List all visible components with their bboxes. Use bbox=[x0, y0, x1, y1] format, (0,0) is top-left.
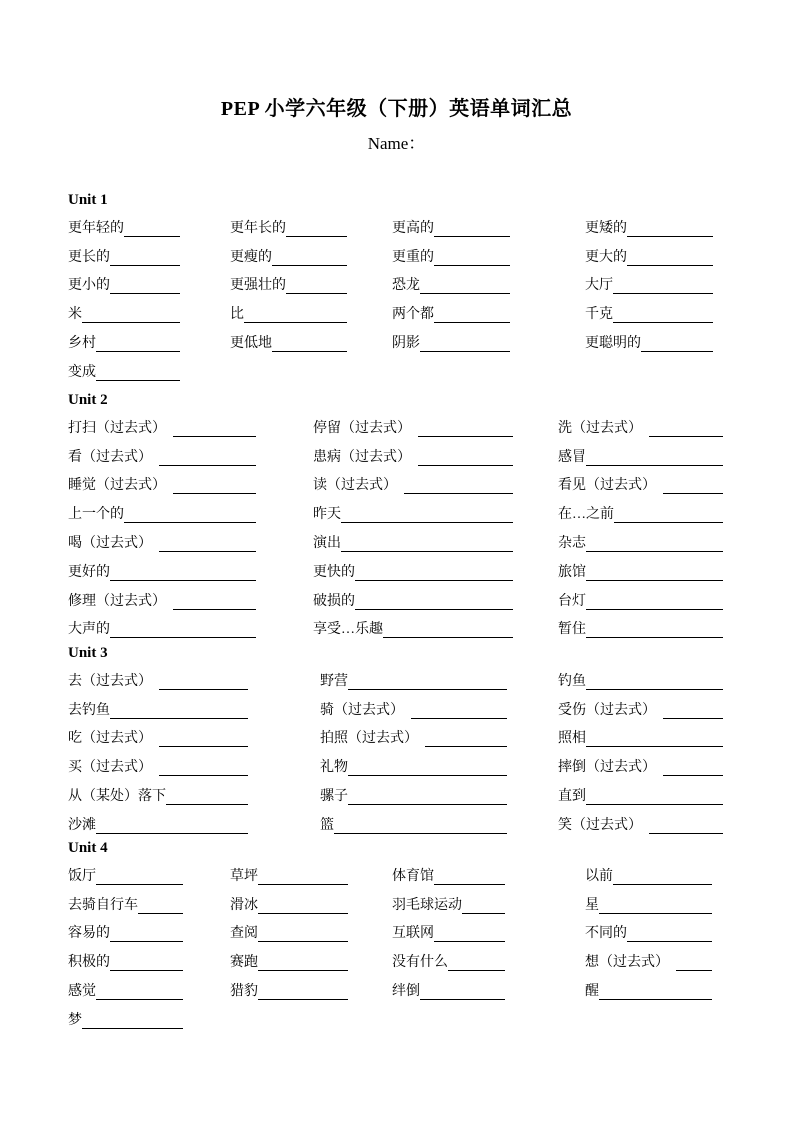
word-label: 喝（过去式） bbox=[68, 535, 152, 551]
word-label: 吃（过去式） bbox=[68, 731, 152, 747]
answer-blank[interactable] bbox=[166, 801, 248, 805]
word-item bbox=[68, 443, 256, 472]
word-item bbox=[392, 300, 510, 329]
answer-blank[interactable] bbox=[418, 462, 513, 466]
word-label: 更重的 bbox=[392, 249, 434, 265]
word-label: 千克 bbox=[585, 307, 613, 323]
word-label: 阴影 bbox=[392, 335, 420, 351]
unit-3-section bbox=[68, 643, 793, 833]
word-label: 患病（过去式） bbox=[313, 449, 411, 465]
word-item bbox=[68, 300, 180, 329]
word-label: 昨天 bbox=[313, 507, 341, 523]
word-label: 上一个的 bbox=[68, 507, 124, 523]
word-item bbox=[68, 782, 248, 811]
answer-blank[interactable] bbox=[124, 519, 256, 523]
unit-4-heading: Unit 4 bbox=[68, 840, 108, 856]
answer-blank[interactable] bbox=[434, 319, 510, 323]
answer-blank[interactable] bbox=[159, 772, 248, 776]
answer-blank[interactable] bbox=[173, 606, 256, 610]
word-item bbox=[320, 782, 507, 811]
word-item bbox=[68, 358, 180, 387]
word-column bbox=[392, 214, 510, 358]
answer-blank[interactable] bbox=[434, 262, 510, 266]
word-label: 暂住 bbox=[558, 622, 586, 638]
word-label: 羽毛球运动 bbox=[392, 897, 462, 913]
word-item bbox=[230, 891, 348, 920]
answer-blank[interactable] bbox=[599, 910, 712, 914]
answer-blank[interactable] bbox=[110, 290, 180, 294]
answer-blank[interactable] bbox=[348, 772, 507, 776]
word-column bbox=[392, 862, 505, 1006]
answer-blank[interactable] bbox=[138, 910, 183, 914]
word-column bbox=[230, 862, 348, 1006]
word-item bbox=[68, 1006, 183, 1035]
word-label: 恐龙 bbox=[392, 278, 420, 294]
word-label: 睡觉（过去式） bbox=[68, 478, 166, 494]
page-title: PEP 小学六年级（下册）英语单词汇总 bbox=[220, 98, 573, 120]
word-item bbox=[320, 753, 507, 782]
answer-blank[interactable] bbox=[586, 577, 723, 581]
word-label: 更年长的 bbox=[230, 220, 286, 236]
answer-blank[interactable] bbox=[676, 967, 712, 971]
word-label: 星 bbox=[585, 897, 599, 913]
answer-blank[interactable] bbox=[244, 319, 347, 323]
answer-blank[interactable] bbox=[159, 743, 248, 747]
word-label: 积极的 bbox=[68, 955, 110, 971]
answer-blank[interactable] bbox=[258, 938, 348, 942]
word-item bbox=[68, 329, 180, 358]
word-label: 猎豹 bbox=[230, 983, 258, 999]
word-item bbox=[392, 891, 505, 920]
answer-blank[interactable] bbox=[258, 967, 348, 971]
answer-blank[interactable] bbox=[586, 801, 723, 805]
answer-blank[interactable] bbox=[586, 548, 723, 552]
word-item bbox=[68, 616, 256, 645]
answer-blank[interactable] bbox=[663, 490, 723, 494]
word-column bbox=[313, 414, 513, 644]
answer-blank[interactable] bbox=[462, 910, 505, 914]
word-item bbox=[313, 616, 513, 645]
word-label: 礼物 bbox=[320, 760, 348, 776]
word-label: 享受…乐趣 bbox=[313, 622, 383, 638]
word-label: 看见（过去式） bbox=[558, 478, 656, 494]
answer-blank[interactable] bbox=[614, 519, 723, 523]
word-label: 破损的 bbox=[313, 593, 355, 609]
word-column bbox=[230, 214, 347, 358]
answer-blank[interactable] bbox=[586, 606, 723, 610]
word-item bbox=[313, 414, 513, 443]
word-item bbox=[68, 529, 256, 558]
unit-4-section bbox=[68, 838, 793, 1028]
word-label: 绊倒 bbox=[392, 983, 420, 999]
word-item bbox=[68, 558, 256, 587]
answer-blank[interactable] bbox=[173, 433, 256, 437]
word-item bbox=[558, 414, 723, 443]
word-item bbox=[320, 667, 507, 696]
answer-blank[interactable] bbox=[613, 881, 712, 885]
name-label: Name： bbox=[367, 134, 426, 153]
answer-blank[interactable] bbox=[586, 686, 723, 690]
answer-blank[interactable] bbox=[420, 348, 510, 352]
word-item bbox=[230, 214, 347, 243]
word-item bbox=[392, 243, 510, 272]
word-column bbox=[558, 667, 723, 840]
answer-blank[interactable] bbox=[286, 290, 347, 294]
word-item bbox=[313, 529, 513, 558]
answer-blank[interactable] bbox=[341, 548, 513, 552]
word-item bbox=[558, 472, 723, 501]
answer-blank[interactable] bbox=[613, 319, 713, 323]
word-column bbox=[68, 667, 248, 840]
answer-blank[interactable] bbox=[173, 490, 256, 494]
word-item bbox=[230, 272, 347, 301]
word-label: 更好的 bbox=[68, 564, 110, 580]
word-label: 直到 bbox=[558, 788, 586, 804]
answer-blank[interactable] bbox=[159, 548, 256, 552]
word-item bbox=[68, 862, 183, 891]
word-item bbox=[558, 587, 723, 616]
word-item bbox=[68, 920, 183, 949]
unit-2-heading: Unit 2 bbox=[68, 392, 108, 408]
answer-blank[interactable] bbox=[82, 319, 180, 323]
word-column bbox=[585, 862, 712, 1006]
word-item bbox=[68, 811, 248, 840]
word-label: 赛跑 bbox=[230, 955, 258, 971]
word-label: 去（过去式） bbox=[68, 673, 152, 689]
word-item bbox=[230, 300, 347, 329]
answer-blank[interactable] bbox=[110, 634, 256, 638]
answer-blank[interactable] bbox=[599, 996, 712, 1000]
word-item bbox=[558, 443, 723, 472]
word-item bbox=[558, 696, 723, 725]
word-item bbox=[558, 667, 723, 696]
word-label: 更年轻的 bbox=[68, 220, 124, 236]
word-item bbox=[558, 782, 723, 811]
word-label: 钓鱼 bbox=[558, 673, 586, 689]
word-label: 更高的 bbox=[392, 220, 434, 236]
word-label: 去骑自行车 bbox=[68, 897, 138, 913]
word-item bbox=[313, 472, 513, 501]
word-item bbox=[230, 920, 348, 949]
answer-blank[interactable] bbox=[663, 715, 723, 719]
word-label: 变成 bbox=[68, 364, 96, 380]
word-label: 洗（过去式） bbox=[558, 420, 642, 436]
word-label: 更强壮的 bbox=[230, 278, 286, 294]
word-label: 骡子 bbox=[320, 788, 348, 804]
word-label: 乡村 bbox=[68, 335, 96, 351]
word-item bbox=[585, 214, 713, 243]
word-label: 比 bbox=[230, 307, 244, 323]
word-item bbox=[558, 500, 723, 529]
word-item bbox=[230, 977, 348, 1006]
answer-blank[interactable] bbox=[96, 830, 248, 834]
word-item bbox=[585, 862, 712, 891]
unit-1-heading: Unit 1 bbox=[68, 192, 108, 208]
answer-blank[interactable] bbox=[96, 348, 180, 352]
word-item bbox=[392, 329, 510, 358]
word-label: 更小的 bbox=[68, 278, 110, 294]
word-item bbox=[392, 948, 505, 977]
word-item bbox=[585, 329, 713, 358]
word-item bbox=[585, 948, 712, 977]
word-label: 更大的 bbox=[585, 249, 627, 265]
word-item bbox=[392, 862, 505, 891]
word-label: 更聪明的 bbox=[585, 335, 641, 351]
word-label: 不同的 bbox=[585, 926, 627, 942]
word-item bbox=[585, 920, 712, 949]
answer-blank[interactable] bbox=[258, 996, 348, 1000]
answer-blank[interactable] bbox=[272, 262, 347, 266]
word-item bbox=[392, 977, 505, 1006]
word-item bbox=[68, 667, 248, 696]
word-label: 去钓鱼 bbox=[68, 702, 110, 718]
word-label: 从（某处）落下 bbox=[68, 788, 166, 804]
answer-blank[interactable] bbox=[355, 577, 513, 581]
word-item bbox=[68, 977, 183, 1006]
answer-blank[interactable] bbox=[341, 519, 513, 523]
answer-blank[interactable] bbox=[334, 830, 507, 834]
word-label: 没有什么 bbox=[392, 955, 448, 971]
answer-blank[interactable] bbox=[348, 686, 507, 690]
word-item bbox=[392, 214, 510, 243]
word-item bbox=[320, 696, 507, 725]
answer-blank[interactable] bbox=[627, 938, 712, 942]
answer-blank[interactable] bbox=[586, 462, 723, 466]
answer-blank[interactable] bbox=[586, 634, 723, 638]
answer-blank[interactable] bbox=[272, 348, 347, 352]
word-label: 互联网 bbox=[392, 926, 434, 942]
word-label: 以前 bbox=[585, 868, 613, 884]
word-label: 更瘦的 bbox=[230, 249, 272, 265]
word-column bbox=[68, 214, 180, 387]
answer-blank[interactable] bbox=[110, 262, 180, 266]
word-label: 修理（过去式） bbox=[68, 593, 166, 609]
word-item bbox=[230, 948, 348, 977]
word-item bbox=[68, 696, 248, 725]
word-item bbox=[230, 243, 347, 272]
answer-blank[interactable] bbox=[411, 715, 507, 719]
word-label: 台灯 bbox=[558, 593, 586, 609]
answer-blank[interactable] bbox=[355, 606, 513, 610]
answer-blank[interactable] bbox=[649, 433, 723, 437]
answer-blank[interactable] bbox=[641, 348, 713, 352]
word-label: 停留（过去式） bbox=[313, 420, 411, 436]
word-label: 更低地 bbox=[230, 335, 272, 351]
word-item bbox=[558, 616, 723, 645]
word-item bbox=[68, 272, 180, 301]
answer-blank[interactable] bbox=[110, 715, 248, 719]
answer-blank[interactable] bbox=[434, 881, 505, 885]
word-item bbox=[585, 891, 712, 920]
word-label: 旅馆 bbox=[558, 564, 586, 580]
word-item bbox=[558, 725, 723, 754]
word-item bbox=[585, 977, 712, 1006]
word-label: 受伤（过去式） bbox=[558, 702, 656, 718]
word-label: 在…之前 bbox=[558, 507, 614, 523]
answer-blank[interactable] bbox=[159, 462, 256, 466]
word-label: 笑（过去式） bbox=[558, 817, 642, 833]
word-label: 容易的 bbox=[68, 926, 110, 942]
answer-blank[interactable] bbox=[627, 233, 713, 237]
word-label: 饭厅 bbox=[68, 868, 96, 884]
answer-blank[interactable] bbox=[96, 996, 183, 1000]
answer-blank[interactable] bbox=[586, 743, 723, 747]
answer-blank[interactable] bbox=[404, 490, 513, 494]
word-label: 醒 bbox=[585, 983, 599, 999]
word-item bbox=[68, 948, 183, 977]
word-label: 野营 bbox=[320, 673, 348, 689]
answer-blank[interactable] bbox=[110, 577, 256, 581]
word-item bbox=[68, 725, 248, 754]
word-item bbox=[558, 811, 723, 840]
word-label: 滑冰 bbox=[230, 897, 258, 913]
word-item bbox=[313, 587, 513, 616]
answer-blank[interactable] bbox=[110, 967, 183, 971]
word-label: 梦 bbox=[68, 1012, 82, 1028]
answer-blank[interactable] bbox=[448, 967, 505, 971]
word-item bbox=[392, 272, 510, 301]
word-item bbox=[68, 472, 256, 501]
word-label: 查阅 bbox=[230, 926, 258, 942]
word-label: 骑（过去式） bbox=[320, 702, 404, 718]
answer-blank[interactable] bbox=[663, 772, 723, 776]
answer-blank[interactable] bbox=[96, 377, 180, 381]
word-item bbox=[68, 753, 248, 782]
word-item bbox=[68, 500, 256, 529]
word-item bbox=[230, 862, 348, 891]
word-item bbox=[558, 558, 723, 587]
unit-3-heading: Unit 3 bbox=[68, 645, 108, 661]
unit-2-section bbox=[68, 390, 793, 638]
word-item bbox=[68, 587, 256, 616]
word-label: 摔倒（过去式） bbox=[558, 760, 656, 776]
answer-blank[interactable] bbox=[110, 938, 183, 942]
answer-blank[interactable] bbox=[348, 801, 507, 805]
word-label: 更快的 bbox=[313, 564, 355, 580]
answer-blank[interactable] bbox=[420, 290, 510, 294]
word-item bbox=[68, 414, 256, 443]
answer-blank[interactable] bbox=[159, 686, 248, 690]
word-item bbox=[313, 558, 513, 587]
answer-blank[interactable] bbox=[383, 634, 513, 638]
word-item bbox=[320, 725, 507, 754]
word-column bbox=[585, 214, 713, 358]
answer-blank[interactable] bbox=[613, 290, 713, 294]
word-item bbox=[68, 891, 183, 920]
word-label: 感觉 bbox=[68, 983, 96, 999]
answer-blank[interactable] bbox=[420, 996, 505, 1000]
word-label: 更矮的 bbox=[585, 220, 627, 236]
word-label: 大厅 bbox=[585, 278, 613, 294]
word-item bbox=[230, 329, 347, 358]
word-label: 体育馆 bbox=[392, 868, 434, 884]
word-label: 打扫（过去式） bbox=[68, 420, 166, 436]
answer-blank[interactable] bbox=[82, 1025, 183, 1029]
word-item bbox=[313, 443, 513, 472]
word-column bbox=[558, 414, 723, 644]
word-item bbox=[392, 920, 505, 949]
word-item bbox=[313, 500, 513, 529]
word-label: 杂志 bbox=[558, 535, 586, 551]
answer-blank[interactable] bbox=[258, 881, 348, 885]
word-label: 米 bbox=[68, 307, 82, 323]
word-item bbox=[585, 243, 713, 272]
word-item bbox=[585, 272, 713, 301]
word-column bbox=[68, 862, 183, 1035]
word-item bbox=[558, 753, 723, 782]
word-label: 更长的 bbox=[68, 249, 110, 265]
answer-blank[interactable] bbox=[258, 910, 348, 914]
answer-blank[interactable] bbox=[124, 233, 180, 237]
word-label: 感冒 bbox=[558, 449, 586, 465]
word-label: 演出 bbox=[313, 535, 341, 551]
word-item bbox=[68, 214, 180, 243]
word-item bbox=[68, 243, 180, 272]
word-label: 大声的 bbox=[68, 622, 110, 638]
word-label: 照相 bbox=[558, 731, 586, 747]
word-column bbox=[68, 414, 256, 644]
answer-blank[interactable] bbox=[434, 233, 510, 237]
answer-blank[interactable] bbox=[434, 938, 505, 942]
unit-1-section bbox=[68, 190, 793, 380]
word-label: 篮 bbox=[320, 817, 334, 833]
word-item bbox=[558, 529, 723, 558]
answer-blank[interactable] bbox=[649, 830, 723, 834]
word-label: 读（过去式） bbox=[313, 478, 397, 494]
word-item bbox=[320, 811, 507, 840]
word-label: 拍照（过去式） bbox=[320, 731, 418, 747]
word-label: 想（过去式） bbox=[585, 955, 669, 971]
word-column bbox=[320, 667, 507, 840]
word-label: 买（过去式） bbox=[68, 760, 152, 776]
word-item bbox=[585, 300, 713, 329]
answer-blank[interactable] bbox=[418, 433, 513, 437]
answer-blank[interactable] bbox=[425, 743, 507, 747]
answer-blank[interactable] bbox=[627, 262, 713, 266]
answer-blank[interactable] bbox=[286, 233, 347, 237]
word-label: 沙滩 bbox=[68, 817, 96, 833]
word-label: 两个都 bbox=[392, 307, 434, 323]
word-label: 看（过去式） bbox=[68, 449, 152, 465]
answer-blank[interactable] bbox=[96, 881, 183, 885]
word-label: 草坪 bbox=[230, 868, 258, 884]
